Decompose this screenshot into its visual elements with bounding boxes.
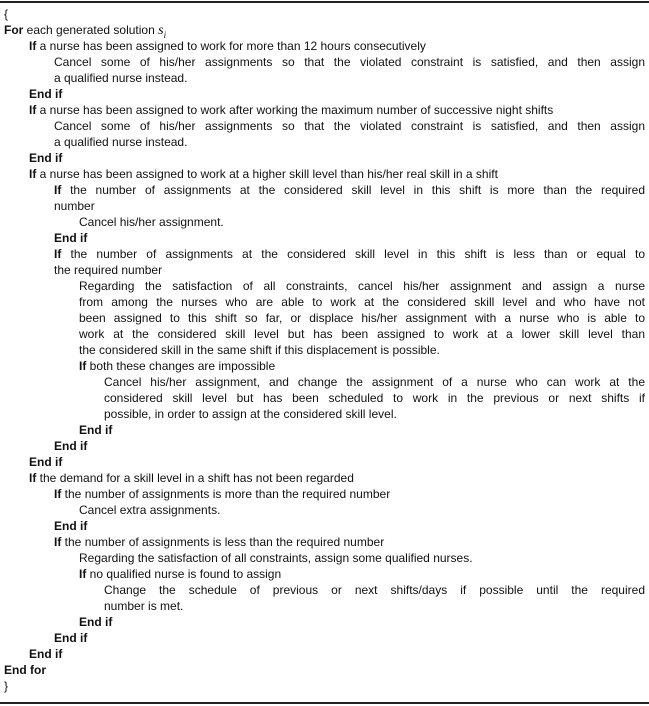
keyword: End if	[54, 231, 88, 245]
keyword: End if	[54, 631, 88, 645]
algorithm-line	[0, 230, 645, 246]
line-text: been assigned to this shift so far, or displace his/her assignment with a nurse who is able to	[79, 311, 645, 325]
keyword: End if	[29, 647, 63, 661]
line-text: a nurse has been assigned to work at a higher skill level than his/her real skill in a shift	[36, 167, 498, 181]
line-text: Regarding the satisfaction of all constraints, cancel his/her assignment and assign a nurse	[79, 279, 645, 293]
algorithm-block	[0, 6, 645, 694]
line-text: Cancel some of his/her assignments so that the violated constraint is satisfied, and then assign	[54, 55, 645, 69]
algorithm-line	[0, 246, 645, 262]
line-text: both these changes are impossible	[86, 359, 276, 373]
keyword: For	[4, 23, 24, 37]
algorithm-line	[0, 214, 645, 230]
algorithm-line	[0, 294, 645, 310]
algorithm-line	[0, 550, 645, 566]
algorithm-line	[0, 630, 645, 646]
algorithm-line	[0, 662, 645, 678]
line-text: Cancel extra assignments.	[79, 503, 221, 517]
keyword: If	[54, 535, 62, 549]
algorithm-line	[0, 470, 645, 486]
line-text: the number of assignments is more than the required number	[61, 487, 391, 501]
keyword: End if	[79, 423, 113, 437]
algorithm-line	[0, 310, 645, 326]
algorithm-line	[0, 486, 645, 502]
algorithm-line	[0, 38, 645, 54]
line-text: a qualified nurse instead.	[54, 71, 188, 85]
algorithm-line	[0, 182, 645, 198]
keyword: If	[79, 359, 87, 373]
line-text: the number of assignments is less than the required number	[61, 535, 385, 549]
line-text: Cancel his/her assignment.	[79, 215, 224, 229]
line-text: Change the schedule of previous or next shifts/days if possible until the required	[104, 583, 645, 597]
algorithm-line	[0, 54, 645, 70]
keyword: End if	[54, 519, 88, 533]
algorithm-line	[0, 518, 645, 534]
algorithm-line	[0, 70, 645, 86]
keyword: End if	[29, 151, 63, 165]
keyword: If	[29, 103, 37, 117]
keyword: End if	[29, 87, 63, 101]
algorithm-line	[0, 646, 645, 662]
algorithm-line	[0, 534, 645, 550]
bottom-rule	[0, 702, 649, 704]
algorithm-line	[0, 118, 645, 134]
variable-subscript: i	[163, 29, 167, 38]
keyword: If	[54, 183, 62, 197]
line-text: from among the nurses who are able to work at the considered skill level and who have not	[79, 295, 645, 309]
algorithm-line	[0, 150, 645, 166]
line-text: no qualified nurse is found to assign	[86, 567, 282, 581]
algorithm-line	[0, 358, 645, 374]
line-text: number	[54, 199, 95, 213]
line-text: considered skill level but has been scheduled to work in the previous or next shifts if	[104, 391, 645, 405]
line-text: number is met.	[104, 599, 184, 613]
algorithm-line	[0, 406, 645, 422]
algorithm-line	[0, 6, 645, 22]
algorithm-line	[0, 614, 645, 630]
line-text: the considered skill in the same shift if this displacement is possible.	[79, 343, 440, 357]
line-text: a nurse has been assigned to work for more than 12 hours consecutively	[36, 39, 426, 53]
variable-symbol: s	[158, 23, 164, 38]
algorithm-line	[0, 166, 645, 182]
line-text: Cancel some of his/her assignments so that the violated constraint is satisfied, and then assign	[54, 119, 645, 133]
algorithm-line	[0, 374, 645, 390]
algorithm-line	[0, 582, 645, 598]
solution-variable	[158, 23, 166, 38]
keyword: If	[54, 247, 62, 261]
algorithm-line	[0, 598, 645, 614]
keyword: End for	[4, 663, 46, 677]
keyword: If	[29, 471, 37, 485]
algorithm-line	[0, 678, 645, 694]
algorithm-line	[0, 390, 645, 406]
keyword: If	[29, 39, 37, 53]
line-text: the number of assignments at the considered skill level in this shift is more than the required	[61, 183, 645, 197]
line-text: Regarding the satisfaction of all constraints, assign some qualified nurses.	[79, 551, 473, 565]
line-text: work at the considered skill level but has been assigned to work at a lower skill level than	[79, 327, 645, 341]
line-text: a qualified nurse instead.	[54, 135, 188, 149]
keyword: End if	[29, 455, 63, 469]
algorithm-line	[0, 502, 645, 518]
algorithm-line	[0, 22, 645, 38]
line-text: the number of assignments at the considered skill level in this shift is less than or equal to	[61, 247, 645, 261]
algorithm-line	[0, 278, 645, 294]
algorithm-line	[0, 438, 645, 454]
keyword: If	[54, 487, 62, 501]
algorithm-line	[0, 454, 645, 470]
keyword: If	[29, 167, 37, 181]
line-text: a nurse has been assigned to work after working the maximum number of successive night shifts	[36, 103, 554, 117]
top-rule	[0, 1, 649, 3]
algorithm-line	[0, 134, 645, 150]
algorithm-line	[0, 262, 645, 278]
keyword: End if	[79, 615, 113, 629]
line-text: Cancel his/her assignment, and change the assignment of a nurse who can work at the	[104, 375, 645, 389]
keyword: If	[79, 567, 87, 581]
line-text: each generated solution	[23, 23, 159, 37]
algorithm-line	[0, 566, 645, 582]
algorithm-line	[0, 86, 645, 102]
keyword: End if	[54, 439, 88, 453]
algorithm-line	[0, 102, 645, 118]
line-text: the demand for a skill level in a shift has not been regarded	[36, 471, 354, 485]
line-text: }	[4, 679, 9, 693]
line-text: {	[4, 7, 9, 21]
line-text: the required number	[54, 263, 163, 277]
algorithm-line	[0, 326, 645, 342]
algorithm-line	[0, 342, 645, 358]
algorithm-line	[0, 422, 645, 438]
algorithm-line	[0, 198, 645, 214]
line-text: possible, in order to assign at the considered skill level.	[104, 407, 397, 421]
